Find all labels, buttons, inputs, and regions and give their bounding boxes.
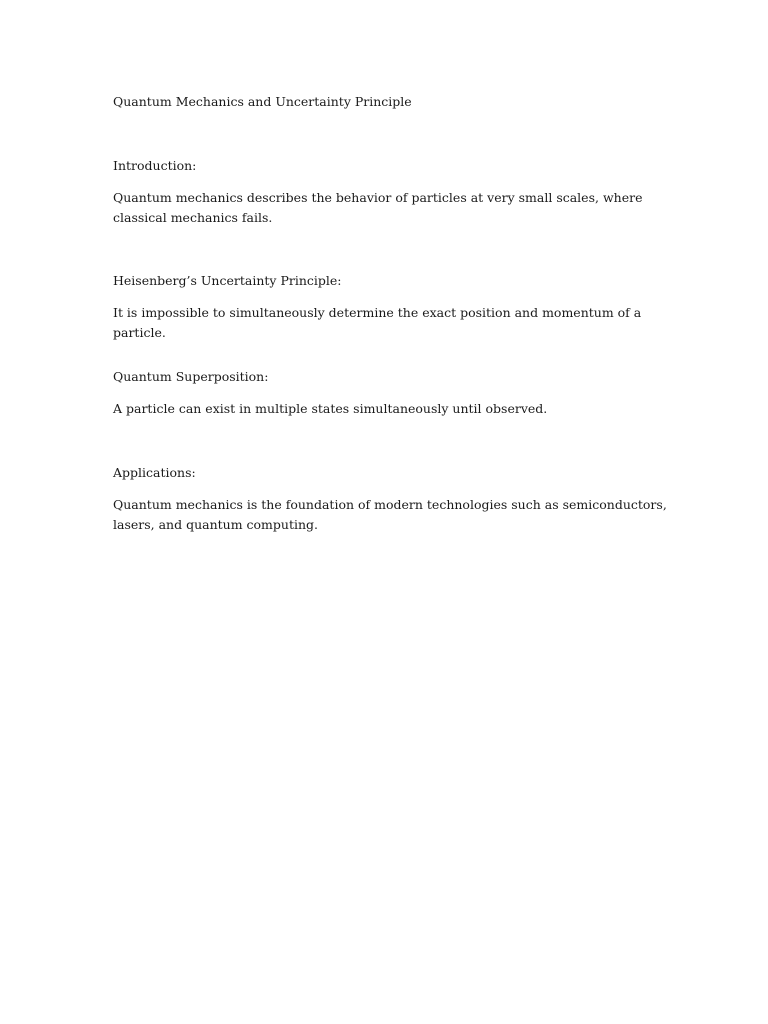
- section-body-applications: Quantum mechanics is the foundation of modern technologies such as semiconductors, lasers, and quantum computing.: [113, 497, 667, 532]
- section-heading-superposition: Quantum Superposition:: [113, 369, 269, 384]
- section-body-introduction: Quantum mechanics describes the behavior of particles at very small scales, where classical mechanics fails.: [113, 190, 643, 225]
- document-title: Quantum Mechanics and Uncertainty Principle: [113, 94, 412, 109]
- section-heading-uncertainty-principle: Heisenberg’s Uncertainty Principle:: [113, 273, 342, 288]
- section-heading-applications: Applications:: [113, 465, 196, 480]
- section-body-superposition: A particle can exist in multiple states simultaneously until observed.: [113, 401, 548, 416]
- section-body-uncertainty-principle: It is impossible to simultaneously determine the exact position and momentum of a particle.: [113, 305, 642, 340]
- section-heading-introduction: Introduction:: [113, 158, 197, 173]
